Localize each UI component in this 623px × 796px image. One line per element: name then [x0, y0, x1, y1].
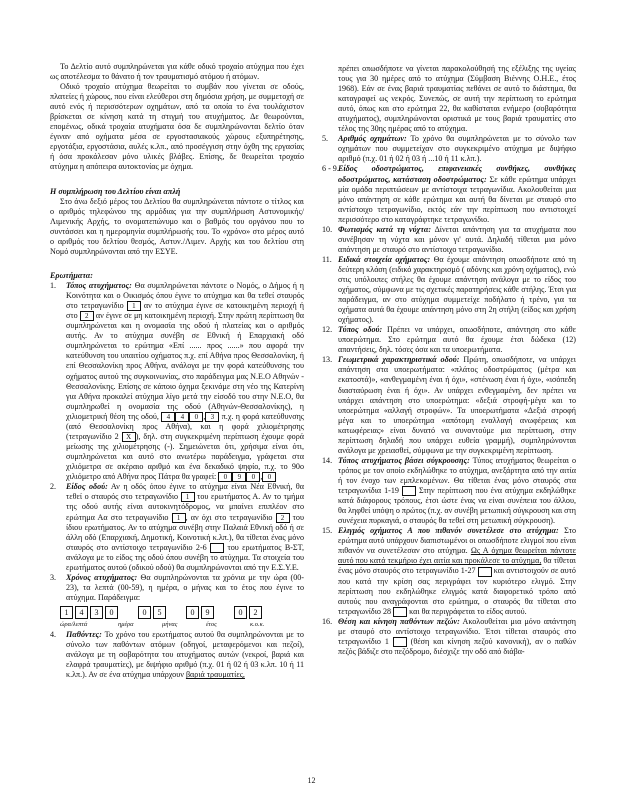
- time-box: 0: [234, 606, 247, 619]
- time-box: 0: [138, 606, 151, 619]
- question-text: Θα έχουμε απάντηση οπωσδήποτε από τη δεύτερη κλάση (ειδικό χαρακτηρισμό ( αδόνης και χρόνη οχήματος), ενώ στις υπόλοιπες στήλες θα έχουμε απάντηση ανάλογα με το είδος του οχήματος, σύμφωνα με τις σχετικές παρατηρήσεις κάθε στήλης. Έτσι για παράδειγμα, αν στο ατύχημα συμμετείχε ποδήλατο ή τρένο, για τα οχήματα αυτά θα έχουμε απάντηση μόνο στη 2η στήλη (είδος και χρήση οχήματος).: [338, 254, 576, 325]
- question-text-underlined: βαριά τραυματίες,: [185, 670, 245, 680]
- question-lead: Χρόνος ατυχήματος:: [66, 573, 138, 582]
- question-13: [322, 355, 576, 455]
- question-5: [322, 134, 576, 164]
- question-text: του ερωτήματος Α. Αν το τμήμα της οδού αυτής είναι αυτοκινητόδρομος, να μπαίνει επιπλέον στο ερώτημα Αα στο τετραγωνίδιο: [66, 492, 304, 522]
- question-text: ), δηλ. στη συγκεκριμένη περίπτωση έχουμε φορά μείωσης της χιλιομέτρησης (-). Σημειώνεται ότι, χρήσιμα είναι ότι, συμπληρώνεται και αυτό στο ανωτέρω παράδειγμα, γράφεται στα χιλιόμετρα σε ακέραιο αριθμό και ένα δεκαδικό ψηφίο, π.χ. το 90ο χιλιόμετρο από Αθήνα προς Πάτρα θα γραφεί:: [66, 431, 305, 482]
- time-example-boxes: [60, 606, 304, 619]
- caption: ώρα/λεπτά: [60, 621, 88, 629]
- question-text: αν έγινε σε μη κατοικημένη περιοχή. Στην πρώτη περίπτωση θα συμπληρώνεται και η ονομασία της οδού ή πλατείας και ο αριθμός αυτής. Αν το ατύχημα συνέβη σε Εθνική ή Επαρχιακή οδό συμπληρώνεται το ερώτημα «Επί ...... προς ......» που αφορά την κατεύθυνση του υπαιτίου οχήματος π.χ. επί Αθήνα προς Θεσσαλονίκη, ή επί Θεσσαλονίκη προς Αθήνα, ανάλογα με την φορά κατεύθυνσης του οχήματος αυτού της συγκοινωνίας, στο παράδειγμα μας Ν.Ε.Ο Αθηνών - Θεσσαλονίκης. Επίσης σε κάποιο όχημα ξεκινάμε στη νέο της Κατερίνη για Αθήνα προκαλεί ατύχημα λίγο μετά την είσοδό του στην Ν.Ε.Ο, θα συμπληρωθεί η ονομασία της οδού (Αθηνών-Θεσσαλονίκης), η χιλιομετρική θέση της οδού,: [66, 311, 305, 421]
- question-text: του ερωτήματος Β-ΣΤ, ανάλογα με το είδος της οδού όπου συνέβη το ατύχημα. Τα στοιχεία του ερωτήματος αυτού (οδικού οδού) θα συμπληρώνονται από την Ε.Σ.Υ.Ε.: [66, 542, 304, 572]
- time-box: 3: [90, 606, 103, 619]
- question-text: Τύπος ατυχήματος θεωρείται ο τρόπος με τον οποίο εκδηλώθηκε το ατύχημα, ανεξάρτητα από την αιτία ή τον ένοχο των εμπλεκομένων. Θα τίθεται ένας μόνο σταυρός στα τετραγωνίδια 1-19: [338, 455, 576, 495]
- checkbox-sample: [402, 486, 416, 496]
- question-lead: Φωτισμός κατά τη νύχτα:: [338, 224, 432, 234]
- question-number: 2.: [50, 482, 57, 492]
- question-text: Πρέπει να υπάρχει, οπωσδήποτε, απάντηση στο κάθε υποερώτημα. Στο ερώτημα αυτό θα έχουμε έτσι δώδεκα (12) απαντήσεις, δηλ. τόσες όσα και τα υποερωτήματα.: [338, 325, 576, 355]
- km-box: 0: [189, 412, 203, 422]
- question-number: 4.: [50, 630, 57, 640]
- question-number: 14.: [322, 455, 333, 465]
- question-text: Πρώτη, οπωσδήποτε, να υπάρχει απάντηση στα υποερωτήματα: «πλάτος οδοστρώματος (μέτρα και εκατοστά)», «ανθεγμαμένη έναι ή όχι», «στένωση έναι ή όχι», «ισόπεδη διασταύρωση έναι ή όχι». Αν υπάρχει ενθεγμαμένη, δεν πρέπει να υπάρχει απάντηση στο υποερώτημα: «δεξιά στροφή-μέγα και το υποερώτημα «αλλαγή στροφών». Τα υποερωτήματα «Δεξιά στροφή μέγα και το υποερώτημα «απότομη εναλλαγή ανωφέρειας και κατωφέρειας» είναι δυνατό να συναντούμε μια περίπτωση, στην περίπτωση δηλαδή που υπάρχει ευθεία γραμμή), συμπληρώνονται ανάλογα με χρειασθεί, σύμφωνα με την συγκεκριμένη περίπτωση.: [338, 355, 576, 455]
- question-lead: Παθόντες:: [66, 630, 102, 640]
- question-lead: Γεωμετρικά χαρακτηριστικά οδού:: [338, 355, 460, 365]
- checkbox-sample-label: 2: [114, 431, 119, 441]
- time-box: 0: [105, 606, 118, 619]
- question-11: [322, 255, 576, 325]
- checkbox-sample: 1: [172, 513, 186, 523]
- question-lead: Τόπος ατυχήματος:: [66, 280, 132, 290]
- question-text: και θα περιγράφεται το είδος αυτού.: [409, 606, 527, 616]
- question-text: Το χρόνο του ερωτήματος αυτού θα συμπληρώνονται με το σύνολο των παθόντων ατόμων (οδηγοί, μεταφερόμενοι και πεζοί), ανάλογα με τη σοβαρότητα του ατυχήματος αυτών (νεκροί, βαριά και ελαφρά τραυματίες), με διψήφιο αριθμό (π.χ. 01 ή 02 ή 03 κ.λπ. 10 ή 11 κ.λπ.). Αν σε ένα ατύχημα υπάρχουν: [66, 630, 304, 680]
- km-box: 3: [205, 412, 219, 422]
- question-number: 12.: [322, 325, 333, 335]
- caption: μήνας: [162, 621, 178, 629]
- question-number: 1.: [50, 280, 57, 290]
- section-heading: Η συμπλήρωση του Δελτίου είναι απλή: [50, 186, 181, 196]
- checkbox-sample: [393, 637, 407, 647]
- question-10: [322, 225, 576, 255]
- question-lead: Είδος οδοστρώματος, επιφανειακές συνθήκες, συνθήκες οδοστρώματος, κατάσταση οδοστρώματος:: [338, 164, 576, 184]
- question-3: [50, 573, 304, 603]
- page-number: 12: [307, 776, 316, 785]
- km-box: 0: [262, 472, 276, 482]
- time-box: 1: [60, 606, 73, 619]
- question-1: 1. Τόπος ατυχήματος: Θα συμπληρώνεται πάντοτε ο Νομός, ο Δήμος ή η Κοινότητα και ο Οικισμός όπου έγινε το ατύχημα και θα τεθεί σταυρός στο τετραγωνίδιο 1 αν το ατύχημα έγινε σε κατοικημένη περιοχή ή στο 2 αν έγινε σε μη κατοικημένη περιοχή. Στην πρώτη περίπτωση θα συμπληρώνεται και η ονομασία της οδού ή πλατείας και ο αριθμός αυτής. Αν το ατύχημα συνέβη σε Εθνική ή Επαρχιακή οδό συμπληρώνεται το ερώτημα «Επί ...... προς ......» που αφορά την κατεύθυνση του υπαιτίου οχήματος π.χ. επί Αθήνα προς Θεσσαλονίκη, ή επί Θεσσαλονίκη προς Αθήνα, ανάλογα με την φορά κατεύθυνσης του οχήματος αυτού της συγκοινωνίας, στο παράδειγμα μας Ν.Ε.Ο Αθηνών - Θεσσαλονίκης. Επίσης σε κάποιο όχημα ξεκινάμε στη νέο της Κατερίνη για Αθήνα προκαλεί ατύχημα λίγο μετά την είσοδό του στην Ν.Ε.Ο, θα συμπληρωθεί η ονομασία της οδού (Αθηνών-Θεσσαλονίκης), η χιλιομετρική θέση της οδού, 4 4 0 , 3 π.χ. η φορά κατεύθυνσης (από Θεσσαλονίκη προς Αθήνα), και η φορά χιλιομέτρησης (τετραγωνίδιο 2 X ), δηλ. στη συγκεκριμένη περίπτωση έχουμε φορά μείωσης της χιλιομέτρησης (-). Σημειώνεται ότι, χρήσιμα είναι ότι, συμπληρώνεται και αυτό στο ανωτέρω παράδειγμα, γράφεται στα χιλιόμετρα σε ακέραιο αριθμό και ένα δεκαδικό ψηφίο, π.χ. το 90ο χιλιόμετρο από Αθήνα προς Πάτρα θα γραφεί: 0 9 0 , 0: [50, 280, 305, 482]
- question-text: Σε κάθε ερώτημα υπάρχει μία ομάδα περιπτώσεων με αντίστοιχα τετραγωνίδια. Ακολουθείται μια μόνο απάντηση σε κάθε ερώτημα και αυτή θα δίνεται με σταυρό στο αντίστοιχο τετραγωνίδιο, εκτός εάν την περίπτωση που αντιστοιχεί περισσότερο στο καταγράφτηκε τετραγωνίδιο.: [338, 174, 576, 224]
- question-text: Θα συμπληρώνονται τα χρόνια με την ώρα (00-23), τα λεπτά (00-59), η ημέρα, ο μήνας και το έτος που έγινε το ατύχημα. Παράδειγμα:: [66, 573, 304, 603]
- time-box: 5: [153, 606, 166, 619]
- intro-paragraph-2: Οδικό τροχαίο ατύχημα θεωρείται το συμβάν που γίνεται σε οδούς, πλατείες ή χώρους, που είναι ελεύθεροι στη δημόσια χρήση, με συμμετοχή σε αυτό ενός ή περισσότερων οχημάτων, από τα οποία το ένα τουλάχιστον βρίσκεται σε κίνηση κατά τη στιγμή του ατυχήματος. Δε θεωρούνται, επομένως, οδικά τροχαία ατυχήματα όσα δε συμπληρώνονται δελτίο όταν έγιναν από οχήματα μέσα σε εργοστασιακούς χώρους εξυπηρέτησης, εργοτάξια, εργοστάσια, αυλές κ.λπ., από προσέγγιση στην όχθη της εργασίας ή όσα προκάλεσαν μόνο υλικές βλάβες. Επίσης, δε θεωρείται τροχαίο ατύχημα η απόπειρα αυτοκτονίας με όχημα.: [50, 82, 304, 172]
- time-box: 2: [249, 606, 262, 619]
- question-lead: Ειδικά στοιχεία οχήματος:: [338, 254, 431, 264]
- question-text: Θα συμπληρώνεται πάντοτε ο Νομός, ο Δήμος ή η Κοινότητα και ο Οικισμός όπου έγινε το ατύχημα και θα τεθεί σταυρός στο τετραγωνίδιο: [66, 280, 304, 310]
- time-box: 4: [75, 606, 88, 619]
- question-4: [50, 630, 304, 680]
- question-number: 10.: [322, 224, 333, 234]
- question-6-9: [322, 164, 576, 224]
- checkbox-sample: [478, 567, 492, 577]
- right-column: [322, 64, 576, 657]
- caption: ημέρα: [118, 621, 134, 629]
- checkbox-sample: 1: [127, 301, 141, 311]
- km-box: 9: [232, 472, 246, 482]
- question-15: [322, 526, 576, 617]
- question-lead: Τύπος ατυχήματος βάσει σύγκρουσης:: [338, 455, 470, 465]
- question-text: Το χρόνο θα συμπληρώνεται με το σύνολο των οχημάτων που συμμετείχαν στο συγκεκριμένο ατύχημα με διψήφιο αριθμό (π.χ. 01 ή 02 ή 03 ή ...10 ή 11 κ.λπ.).: [338, 134, 577, 164]
- question-lead: Τύπος οδού:: [338, 325, 383, 335]
- checkbox-marked: X: [122, 432, 136, 442]
- question-text: και αντιστοιχούν σε αυτό που κατά την κρίση σας περιγράφει τον κυριότερο ελιγμό. Στην περίπτωση που εκδηλώθηκε ελιγμός κατά διαφορετικό τρόπο από αυτούς που αναγράφονται στο ερώτημα, ο σταυρός θα τίθεται στο τετραγωνίδιο 28: [338, 566, 576, 616]
- checkbox-sample: 2: [80, 311, 94, 321]
- intro-paragraph-1: Το Δελτίο αυτό συμπληρώνεται για κάθε οδικό τροχαίο ατύχημα που έχει ως αποτέλεσμα το θάνατο ή τον τραυματισμό ατόμου ή ατόμων.: [50, 62, 304, 82]
- question-14: [322, 456, 576, 526]
- question-text: Στην περίπτωση που ένα ατύχημα εκδηλώθηκε κατά διάφορους τρόπους, έτσι ώστε ένας να είναι συνέπεια του άλλου, θα ληφθεί υπόψη ο πρώτος (π.χ. αν συνέβη μετωπική σύγκρουση και στη συνέχεια πυρκαγιά, ο σταυρός θα τεθεί στη μετωπική σύγκρουση).: [338, 485, 577, 526]
- question-text: (θέση και κίνηση πεζού κανονική), αν ο παθών πεζός βάδιζε στο πεζόδρομο, διέσχιζε την οδό από διάβα-: [338, 636, 576, 657]
- continued-paragraph: πρέπει οπωσδήποτε να γίνεται παρακολούθησή της εξέλιξης της υγείας τους για 30 ημέρες από το ατύχημα (Σύμβαση Βιέννης Ο.Η.Ε., έτος 1968). Εάν σε ένας βαριά τραυματίας πεθάνει σε αυτό το διάστημα, θα καταγραφεί ως νεκρός. Συνεπώς, σε αυτή την περίπτωση το ερώτημα αυτό, όπως και στο ερώτημα 22, θα καθίσταται ενήμερο (σοβαρότητα ατυχήματος), συμπληρώνονται οριστικά με τους βαριά τραυματίες στο τέλος της 30ης ημέρας από το ατύχημα.: [338, 64, 576, 134]
- question-number: 5.: [322, 134, 329, 144]
- question-number: 6 - 9.: [322, 164, 339, 174]
- question-16: [322, 617, 576, 657]
- question-2: [50, 482, 304, 573]
- question-number: 3.: [50, 573, 57, 582]
- caption: κ.ο.κ.: [250, 621, 265, 629]
- question-lead: Θέση και κίνηση παθόντων πεζών:: [338, 616, 460, 626]
- km-box: 0: [218, 472, 232, 482]
- question-12: [322, 325, 576, 355]
- km-box: 0: [246, 472, 260, 482]
- question-text: Στο ερώτημα αυτό υπάρχουν διαπιστωμένοι οι οπωσδήποτε ελιγμοί που είναι πιθανόν να συνετέλεσαν στο ατύχημα.: [338, 526, 576, 556]
- question-number: 16.: [322, 616, 333, 626]
- time-box: 9: [201, 606, 214, 619]
- question-number: 11.: [322, 254, 332, 264]
- questions-heading: Ερωτήματα:: [50, 270, 93, 280]
- caption: έτος: [206, 621, 217, 629]
- checkbox-sample: [393, 607, 407, 617]
- checkbox-sample: 2: [276, 513, 290, 523]
- question-text: Αν η οδός όπου έγινε το ατύχημα είναι Νέα Εθνική, θα τεθεί ο σταυρός στο τετραγωνίδιο: [66, 482, 305, 502]
- checkbox-sample: [210, 543, 224, 553]
- question-text: αν το ατύχημα έγινε σε κατοικημένη περιοχή ή στο: [66, 300, 305, 321]
- question-text: του ίδιου ερωτήματος. Αν το ατύχημα συνέβη στην Παλαιά Εθνική οδό ή σε άλλη οδό (Επαρχιακή, Δημοτική, Κοινοτική κ.λπ.), θα τίθεται ένας μόνο σταυρός στο αντίστοιχο τετραγωνίδιο 2-6: [66, 512, 304, 552]
- question-text: Δίνεται απάντηση για τα ατυχήματα που συνέβησαν τη νύχτα και μόνον γι' αυτά. Δηλαδή τίθεται μια μόνο απάντηση με σταυρό στο αντίστοιχο τετραγωνίδιο.: [338, 224, 576, 254]
- km-box: 4: [175, 412, 189, 422]
- question-text-underlined: Ως Α όχημα θεωρείται πάντοτε αυτό που κατά τεκμήριο έχει αιτία και προκάλεσε το ατύχημα,: [338, 546, 577, 566]
- km-box: 4: [161, 412, 175, 422]
- left-column: [50, 62, 304, 680]
- question-number: 13.: [322, 355, 333, 365]
- time-box: 0: [186, 606, 199, 619]
- question-lead: Αριθμός οχημάτων:: [338, 134, 407, 144]
- question-lead: Είδος οδού:: [66, 482, 108, 492]
- question-text: Ακολουθείται μια μόνο απάντηση με σταυρό στο αντίστοιχο τετραγωνίδιο. Έτσι τίθεται σταυρός στο τετραγωνίδιο 1: [338, 616, 576, 646]
- time-example-captions: [60, 620, 304, 630]
- question-text: , αν όχι στο τετραγωνίδιο: [185, 512, 273, 522]
- checkbox-sample: 1: [181, 492, 195, 502]
- question-number: 15.: [322, 526, 333, 536]
- question-lead: Ελιγμός οχήματος Α που πιθανόν συνετέλεσε στο ατύχημα:: [338, 526, 559, 536]
- question-text: π.χ. η φορά κατεύθυνσης (από Θεσσαλονίκη προς Αθήνα), και η φορά χιλιομέτρησης (τετραγωνίδιο: [66, 411, 305, 441]
- question-text: θα τίθεται ένας μόνο σταυρός στο τετραγωνίδιο 1-27: [338, 556, 576, 576]
- section-text: Στο άνω δεξιό μέρος του Δελτίου θα συμπληρώνεται πάντοτε ο τίτλος και ο αριθμός τηλεφώνου της αρμόδιας για την συμπλήρωση Αστυνομικής/Λιμενικής Αρχής, το ονοματεπώνυμο και ο βαθμός του οργάνου που το συντάσσει και η ημερομηνία συμπλήρωσής του. Το «χρόνο» στο μέρος αυτό ο αριθμός του δελτίου θεσμός, Αστυν./Λιμεν. Αρχής και του δελτίου στη Νομό συμπληρώνονται από την ΕΣΥΕ.: [50, 196, 304, 256]
